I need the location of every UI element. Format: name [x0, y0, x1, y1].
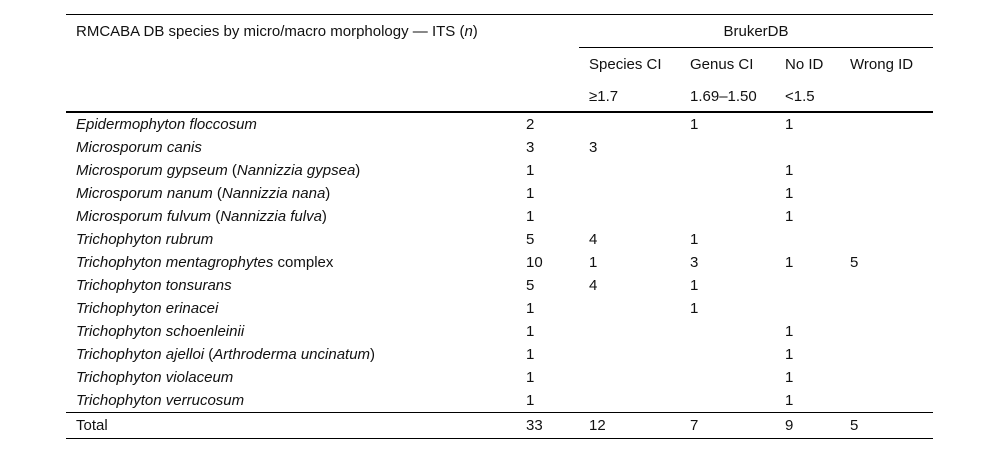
- cell-genus-ci: [680, 320, 775, 343]
- cell-genus-ci: 1: [690, 116, 699, 133]
- cell-species-ci: [579, 343, 680, 366]
- species-name-rest: (: [212, 185, 222, 202]
- cell-no-id: 1: [785, 185, 794, 202]
- cell-n: 5: [526, 277, 535, 294]
- cell-species-ci: [579, 182, 680, 205]
- cell-species-ci: 4: [589, 277, 598, 294]
- cell-genus-ci: [680, 389, 775, 413]
- species-name-rest: complex: [273, 254, 334, 271]
- results-table-container: [66, 14, 933, 439]
- table-row: [66, 136, 933, 159]
- table-row: [66, 205, 933, 228]
- species-name-close: ): [370, 346, 376, 363]
- cell-wrong-id: [840, 112, 933, 136]
- total-species-ci: 12: [579, 413, 680, 439]
- species-name-rest: (: [204, 346, 214, 363]
- header-row-group: [66, 15, 933, 48]
- cell-species-ci: 3: [589, 139, 598, 156]
- total-label: Total: [66, 413, 516, 439]
- cell-n: 1: [526, 185, 535, 202]
- species-synonym: Nannizzia gypsea: [236, 162, 356, 179]
- cell-species-ci: [579, 297, 680, 320]
- cell-genus-ci: [680, 136, 775, 159]
- cell-n: 1: [526, 369, 535, 386]
- cell-n: 1: [526, 323, 535, 340]
- col-genus-ci: Genus CI: [690, 56, 754, 73]
- table-row: [66, 297, 933, 320]
- species-name: [66, 228, 516, 251]
- header-empty: [66, 81, 516, 112]
- species-name: [66, 112, 516, 136]
- row-label-header: [66, 15, 516, 48]
- species-name-close: ): [325, 185, 331, 202]
- species-name: [66, 182, 516, 205]
- species-name-close: ): [355, 162, 361, 179]
- row-label-close: ): [472, 22, 478, 40]
- table-row: [66, 389, 933, 413]
- species-name-italic: Trichophyton tonsurans: [76, 277, 232, 294]
- total-wrong-id: 5: [840, 413, 933, 439]
- col-wrong-id: Wrong ID: [850, 56, 914, 73]
- cell-wrong-id: [840, 182, 933, 205]
- cell-genus-ci: [680, 205, 775, 228]
- cell-wrong-id: [840, 297, 933, 320]
- cell-no-id: 1: [785, 369, 794, 386]
- cell-no-id: 1: [785, 208, 794, 225]
- species-name-italic: Microsporum canis: [76, 139, 202, 156]
- cell-no-id: [775, 274, 840, 297]
- species-name: [66, 320, 516, 343]
- cell-no-id: 1: [785, 323, 794, 340]
- cell-wrong-id: [840, 320, 933, 343]
- total-genus-ci: 7: [680, 413, 775, 439]
- table-row: [66, 251, 933, 274]
- species-synonym: Nannizzia nana: [221, 185, 326, 202]
- total-n: 33: [516, 413, 579, 439]
- cell-no-id: 1: [785, 116, 794, 133]
- header-empty: [66, 48, 516, 82]
- cell-wrong-id: [840, 228, 933, 251]
- cell-wrong-id: [840, 274, 933, 297]
- species-name-rest: (: [227, 162, 237, 179]
- cell-no-id: [775, 297, 840, 320]
- species-name-italic: Trichophyton rubrum: [76, 231, 214, 248]
- cell-no-id: 1: [785, 346, 794, 363]
- species-synonym: Nannizzia fulva: [220, 208, 322, 225]
- cell-genus-ci: [680, 182, 775, 205]
- species-name-italic: Trichophyton schoenleinii: [76, 323, 245, 340]
- threshold-wrong-id: [840, 81, 933, 112]
- table-body: [66, 112, 933, 439]
- species-name-italic: Microsporum nanum: [76, 185, 213, 202]
- cell-wrong-id: [840, 366, 933, 389]
- species-name-italic: Microsporum fulvum: [76, 208, 212, 225]
- cell-wrong-id: [840, 159, 933, 182]
- header-row-columns: [66, 48, 933, 82]
- header-row-thresholds: [66, 81, 933, 112]
- species-name: [66, 251, 516, 274]
- table-row: [66, 112, 933, 136]
- cell-species-ci: 1: [589, 254, 598, 271]
- table-row: [66, 366, 933, 389]
- cell-genus-ci: [680, 343, 775, 366]
- table-row: [66, 343, 933, 366]
- cell-species-ci: [579, 366, 680, 389]
- species-name-italic: Trichophyton ajelloi: [76, 346, 205, 363]
- species-name-italic: Trichophyton verrucosum: [76, 392, 245, 409]
- threshold-genus: 1.69–1.50: [680, 81, 775, 112]
- species-name-italic: Microsporum gypseum: [76, 162, 228, 179]
- cell-species-ci: [579, 205, 680, 228]
- bruker-group-header: BrukerDB: [579, 15, 933, 48]
- cell-genus-ci: 1: [690, 300, 699, 317]
- cell-n: 1: [526, 300, 535, 317]
- cell-n: 1: [526, 208, 535, 225]
- species-name-italic: Trichophyton violaceum: [76, 369, 234, 386]
- threshold-no-id: <1.5: [775, 81, 840, 112]
- cell-n: 1: [526, 392, 535, 409]
- col-no-id: No ID: [785, 56, 824, 73]
- species-name-close: ): [321, 208, 327, 225]
- row-label-n: n: [464, 22, 473, 40]
- threshold-species: ≥1.7: [579, 81, 680, 112]
- table-header: [66, 15, 933, 113]
- species-name: [66, 136, 516, 159]
- cell-wrong-id: 5: [850, 254, 859, 271]
- results-table: [66, 14, 933, 439]
- species-name: [66, 389, 516, 413]
- cell-n: 3: [526, 139, 535, 156]
- cell-no-id: 1: [785, 254, 794, 271]
- header-empty: [516, 48, 579, 82]
- cell-n: 2: [526, 116, 535, 133]
- table-row: [66, 274, 933, 297]
- cell-no-id: [775, 228, 840, 251]
- cell-species-ci: 4: [589, 231, 598, 248]
- table-row: [66, 320, 933, 343]
- species-name: [66, 274, 516, 297]
- row-label-text: RMCABA DB species by micro/macro morphology — ITS (: [76, 22, 465, 40]
- cell-species-ci: [579, 112, 680, 136]
- species-name-italic: Trichophyton erinacei: [76, 300, 219, 317]
- cell-wrong-id: [840, 136, 933, 159]
- cell-genus-ci: 1: [690, 277, 699, 294]
- cell-species-ci: [579, 389, 680, 413]
- header-empty-n: [516, 15, 579, 48]
- species-name: [66, 297, 516, 320]
- cell-wrong-id: [840, 343, 933, 366]
- col-species-ci: Species CI: [589, 56, 662, 73]
- cell-genus-ci: [680, 159, 775, 182]
- cell-n: 1: [526, 346, 535, 363]
- table-row: [66, 159, 933, 182]
- cell-species-ci: [579, 320, 680, 343]
- table-row: [66, 182, 933, 205]
- cell-n: 1: [526, 162, 535, 179]
- cell-species-ci: [579, 159, 680, 182]
- cell-no-id: 1: [785, 392, 794, 409]
- table-row: [66, 228, 933, 251]
- species-name-italic: Epidermophyton floccosum: [76, 116, 257, 133]
- cell-genus-ci: [680, 366, 775, 389]
- cell-genus-ci: 1: [690, 231, 699, 248]
- cell-n: 5: [526, 231, 535, 248]
- cell-n: 10: [526, 254, 543, 271]
- species-synonym: Arthroderma uncinatum: [213, 346, 371, 363]
- cell-genus-ci: 3: [690, 254, 699, 271]
- cell-wrong-id: [840, 205, 933, 228]
- species-name: [66, 205, 516, 228]
- species-name: [66, 366, 516, 389]
- species-name: [66, 343, 516, 366]
- species-name: [66, 159, 516, 182]
- cell-no-id: [775, 136, 840, 159]
- cell-wrong-id: [840, 389, 933, 413]
- header-empty: [516, 81, 579, 112]
- total-no-id: 9: [775, 413, 840, 439]
- species-name-rest: (: [211, 208, 221, 225]
- cell-no-id: 1: [785, 162, 794, 179]
- total-row: [66, 413, 933, 439]
- species-name-italic: Trichophyton mentagrophytes: [76, 254, 274, 271]
